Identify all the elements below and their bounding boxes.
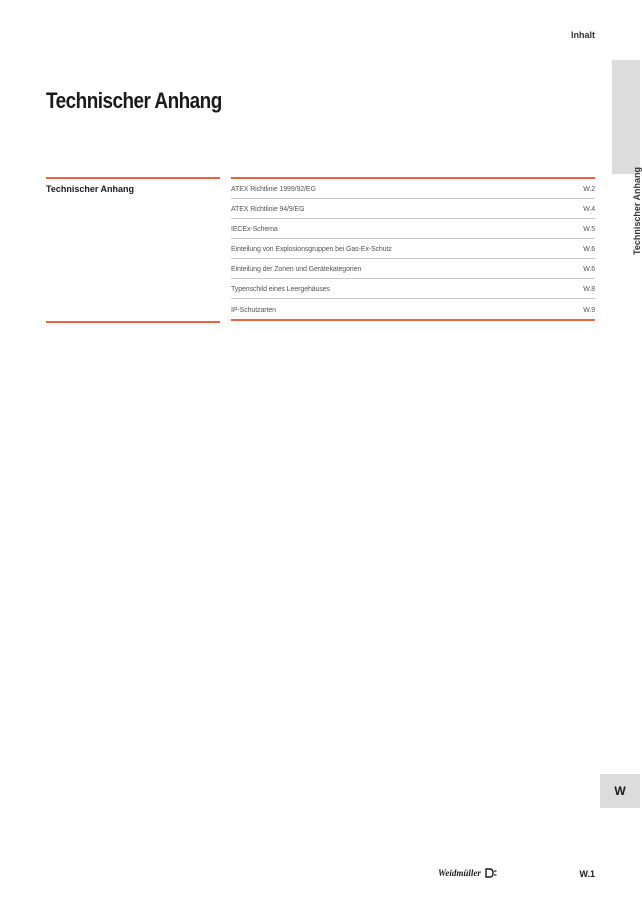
section-label: Technischer Anhang [46, 184, 135, 194]
weidmueller-logo-mark-icon [485, 868, 497, 878]
toc-page: W.5 [583, 226, 595, 233]
toc-row-iecex[interactable] [231, 219, 595, 239]
toc-title: Typenschild eines Leergehäuses [231, 286, 330, 293]
toc-title: ATEX Richtlinie 94/9/EG [231, 206, 305, 213]
toc-row-explosionsgruppen[interactable] [231, 239, 595, 259]
toc-title: Einteilung der Zonen und Gerätekategorien [231, 266, 362, 273]
toc-row-atex-1999[interactable] [231, 179, 595, 199]
brand-name: Weidmüller [438, 868, 481, 878]
header-section-label: Inhalt [571, 30, 595, 40]
toc-title: IECEx-Schema [231, 226, 278, 233]
toc-page: W.8 [583, 286, 595, 293]
table-of-contents [231, 177, 595, 321]
brand-logo [438, 868, 497, 878]
toc-row-atex-94[interactable] [231, 199, 595, 219]
toc-page: W.9 [583, 306, 595, 314]
toc-page: W.2 [583, 186, 595, 193]
toc-title: Einteilung von Explosionsgruppen bei Gas-Ex-Schutz [231, 246, 392, 253]
chapter-marker-letter: W [614, 784, 626, 798]
toc-title: IP-Schutzarten [231, 306, 276, 314]
chapter-marker-tab[interactable] [600, 774, 640, 808]
side-tab-label: Technischer Anhang [632, 167, 642, 256]
toc-row-zonen[interactable] [231, 259, 595, 279]
toc-page: W.4 [583, 206, 595, 213]
side-tab[interactable] [612, 60, 640, 174]
section-label-box [46, 177, 220, 194]
page-title: Technischer Anhang [46, 88, 222, 113]
section-bottom-rule [46, 321, 220, 323]
toc-row-typenschild[interactable] [231, 279, 595, 299]
toc-row-ip-schutzarten[interactable] [231, 299, 595, 319]
page-number: W.1 [579, 869, 595, 879]
toc-title: ATEX Richtlinie 1999/92/EG [231, 186, 316, 193]
toc-page: W.6 [583, 246, 595, 253]
toc-page: W.6 [583, 266, 595, 273]
